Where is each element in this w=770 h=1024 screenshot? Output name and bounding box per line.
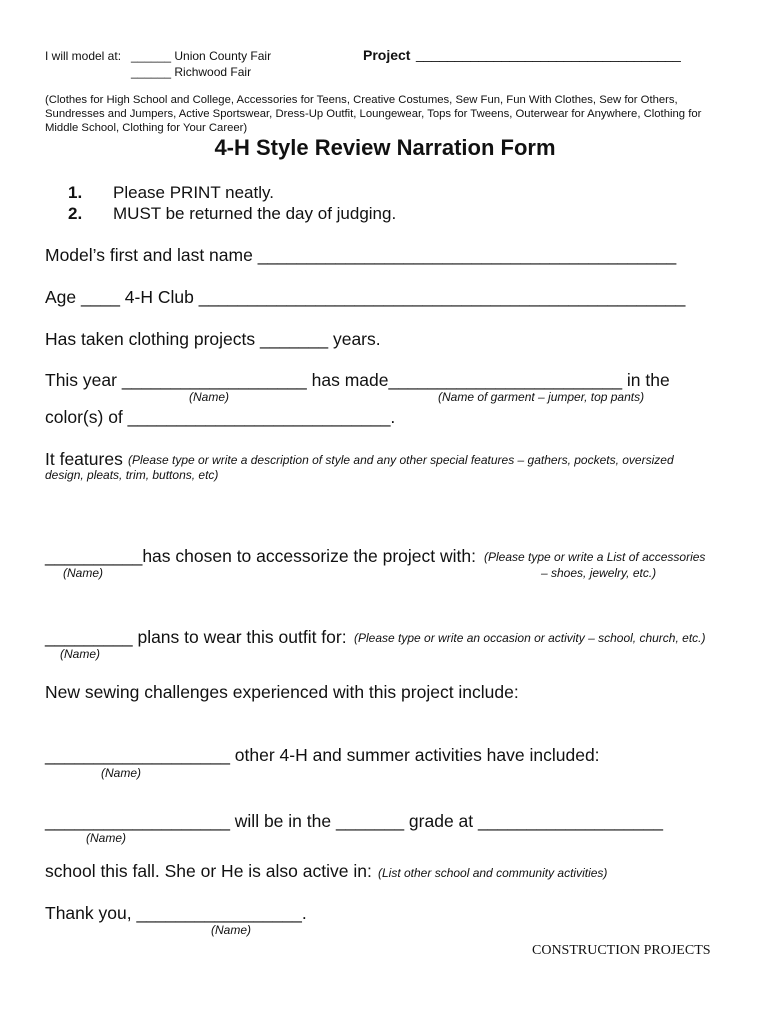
name-hint: (Name): [189, 390, 230, 404]
garment-hint: (Name of garment – jumper, top pants): [438, 390, 645, 404]
thank-you-field[interactable]: Thank you, _________________.: [45, 903, 307, 923]
other-activities-field[interactable]: ___________________ other 4-H and summer activities have included:: [45, 745, 600, 765]
grade-field[interactable]: ___________________ will be in the _______ grade at ___________________: [45, 811, 663, 831]
instruction-text: Please PRINT neatly.: [113, 183, 274, 202]
project-list-line-3: Middle School, Clothing for Your Career): [45, 122, 248, 134]
project-list-line-1: (Clothes for High School and College, Accessories for Teens, Creative Costumes, Sew Fun, Fun With Clothes, Sew for Others,: [45, 94, 678, 106]
footer-label: CONSTRUCTION PROJECTS: [532, 943, 711, 958]
colors-field[interactable]: color(s) of ___________________________.: [45, 407, 396, 427]
richwood-fair-option: ______ Richwood Fair: [131, 65, 252, 79]
name-hint: (Name): [60, 647, 101, 661]
school-active-field[interactable]: school this fall. She or He is also active in:: [45, 861, 372, 881]
this-year-field[interactable]: This year ___________________ has made________________________ in the: [45, 370, 670, 390]
plans-field[interactable]: _________ plans to wear this outfit for:: [45, 627, 347, 647]
features-hint-cont: design, pleats, trim, buttons, etc): [45, 468, 219, 482]
features-label: It features: [45, 449, 123, 469]
instruction-number: 1.: [68, 183, 83, 202]
challenges-field[interactable]: New sewing challenges experienced with this project include:: [45, 682, 519, 702]
model-at-label: I will model at:: [45, 49, 122, 63]
age-club-field[interactable]: Age ____ 4-H Club __________________________________________________: [45, 287, 686, 307]
school-active-hint: (List other school and community activities): [378, 866, 608, 880]
instruction-number: 2.: [68, 204, 83, 223]
accessorize-hint: (Please type or write a List of accessories: [484, 550, 706, 564]
accessorize-field[interactable]: __________has chosen to accessorize the project with:: [45, 546, 476, 566]
accessorize-hint-cont: – shoes, jewelry, etc.): [541, 566, 657, 580]
project-label: Project: [363, 47, 411, 63]
form-title: 4-H Style Review Narration Form: [214, 135, 556, 160]
project-list-line-2: Sundresses and Jumpers, Active Sportswear, Dress-Up Outfit, Loungewear, Tops for Tweens, Outerwear for Anywhere, Clothing for: [45, 108, 702, 120]
plans-hint: (Please type or write an occasion or activity – school, church, etc.): [354, 631, 706, 645]
model-name-field[interactable]: Model’s first and last name ___________________________________________: [45, 245, 677, 265]
name-hint: (Name): [63, 566, 104, 580]
years-field[interactable]: Has taken clothing projects _______ years.: [45, 329, 381, 349]
name-hint: (Name): [86, 831, 127, 845]
instruction-text: MUST be returned the day of judging.: [113, 204, 397, 223]
features-hint: (Please type or write a description of style and any other special features – gathers, pockets, oversized: [128, 453, 674, 467]
project-field: __________________________________: [416, 46, 681, 62]
name-hint: (Name): [101, 766, 142, 780]
union-county-fair-option: ______ Union County Fair: [131, 49, 272, 63]
name-hint: (Name): [211, 923, 252, 937]
